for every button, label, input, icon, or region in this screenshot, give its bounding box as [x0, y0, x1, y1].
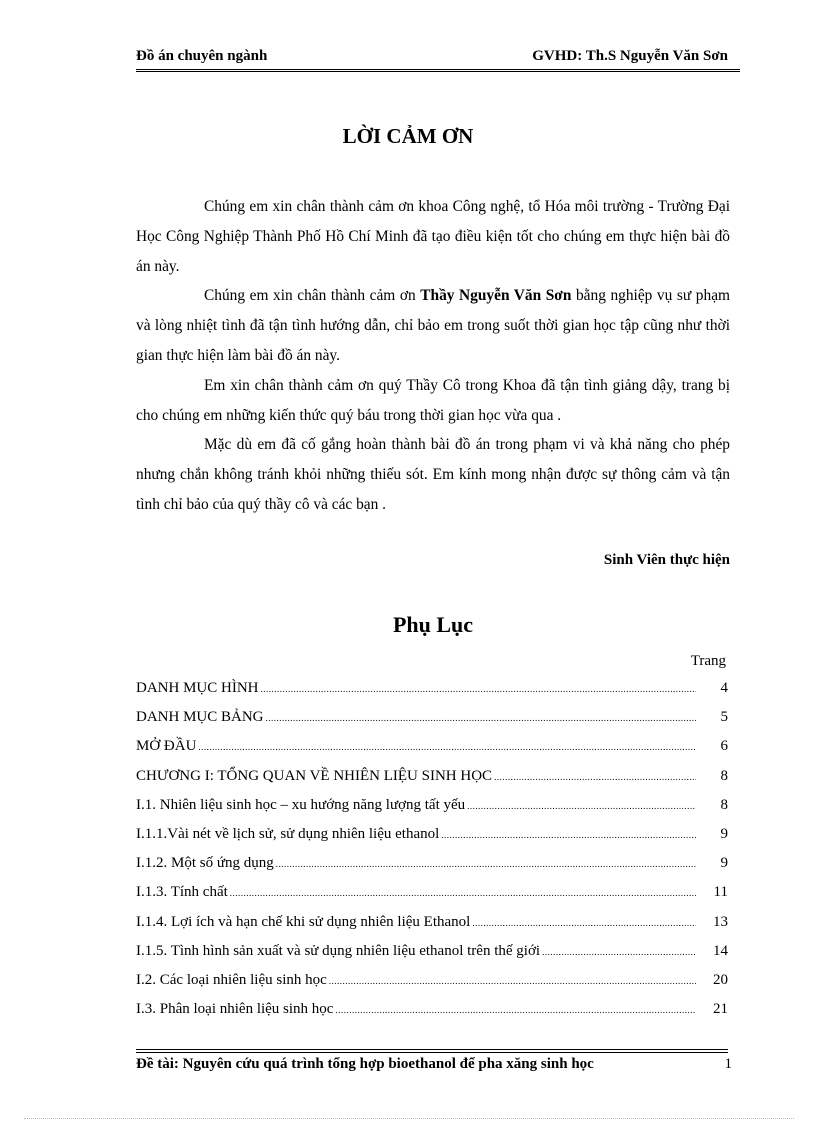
toc-entry-page: 20 [713, 971, 728, 988]
page-footer [136, 1056, 732, 1073]
toc-entry-page: 4 [720, 680, 728, 696]
toc-leader-dots [198, 742, 696, 752]
toc-entry-page: 11 [713, 884, 728, 901]
toc-leader-dots [266, 713, 696, 723]
toc-entry [136, 884, 728, 913]
toc-leader-dots [441, 830, 696, 840]
toc-entry-page: 8 [720, 767, 728, 784]
toc-entry-page: 5 [720, 709, 728, 726]
toc-entry-label: I.3. Phân loại nhiên liệu sinh học [136, 1001, 334, 1018]
footer-rule-2 [136, 1052, 728, 1053]
toc-leader-dots [472, 918, 696, 928]
acknowledgement-body [136, 192, 730, 520]
paragraph-2 [136, 281, 730, 370]
paragraph-2-teacher: Thầy Nguyễn Văn Sơn [420, 287, 572, 305]
toc-entry [136, 943, 728, 972]
toc-leader-dots [230, 888, 696, 898]
toc-entry-page: 21 [713, 1001, 728, 1018]
toc-entry-page: 6 [720, 738, 728, 755]
toc-leader-dots [276, 859, 696, 869]
toc-entry-page: 13 [713, 913, 728, 930]
header-course: Đồ án chuyên ngành [136, 48, 268, 64]
header-rule [136, 69, 740, 70]
header-rule-2 [136, 71, 740, 72]
page-edge-rule [24, 1118, 794, 1119]
toc-entry-label: I.1.5. Tình hình sản xuất và sử dụng nhiên liệu ethanol trên thế giới [136, 942, 541, 959]
toc-entry [136, 826, 728, 855]
toc-entry [136, 709, 728, 738]
signature: Sinh Viên thực hiện [603, 552, 730, 568]
toc-leader-dots [335, 1005, 696, 1015]
toc-entry [136, 855, 728, 884]
toc-leader-dots [261, 684, 697, 694]
toc-entry [136, 797, 728, 826]
footer-topic: Đề tài: Nguyên cứu quá trình tổng hợp bioethanol để pha xăng sinh học [136, 1056, 594, 1072]
paragraph-4: Mặc dù em đã cố gắng hoàn thành bài đồ án trong phạm vi và khả năng cho phép nhưng chắn không tránh khỏi những thiếu sót. Em kính mong nhận được sự thông cảm và tận tình chỉ bảo của quý thầy cô và các bạn . [136, 436, 730, 513]
paragraph-2-end: bằng nghiệp vụ sư phạm và lòng nhiệt tình đã tận tình hướng dẫn, chỉ bảo em trong suốt thời gian học tập cũng như thời gian thực hiện làm bài đồ án này. [136, 287, 731, 364]
footer-rule [136, 1049, 728, 1050]
page-title: LỜI CẢM ƠN [342, 124, 474, 148]
toc-entry-page: 14 [713, 942, 728, 959]
appendix-title: Phụ Lục [392, 612, 474, 637]
toc-entry-page: 9 [720, 855, 728, 872]
toc-entry [136, 768, 728, 797]
toc-entry [136, 680, 728, 709]
header-advisor: GVHD: Th.S Nguyễn Văn Sơn [532, 48, 728, 64]
toc-entry [136, 1001, 728, 1030]
page-number: 1 [724, 1056, 732, 1072]
toc-entry-label: I.1.2. Một số ứng dụng [136, 855, 274, 872]
toc-entry-page: 8 [720, 796, 728, 813]
toc-entry-label: DANH MỤC HÌNH [136, 680, 259, 696]
toc-entry-page: 9 [720, 825, 728, 842]
paragraph-3: Em xin chân thành cảm ơn quý Thầy Cô trong Khoa đã tận tình giảng dậy, trang bị cho chúng em những kiến thức quý báu trong thời gian học vừa qua . [136, 376, 730, 424]
paragraph-1: Chúng em xin chân thành cảm ơn khoa Công nghệ, tổ Hóa môi trường - Trường Đại Học Công Nghiệp Thành Phố Hồ Chí Minh đã tạo điều kiện tốt cho chúng em thực hiện bài đồ án này. [136, 198, 730, 275]
toc-leader-dots [467, 801, 696, 811]
paragraph-2-start: Chúng em xin chân thành cảm ơn [204, 287, 421, 305]
toc-entry [136, 914, 728, 943]
toc-leader-dots [494, 772, 696, 782]
toc-leader-dots [542, 947, 696, 957]
toc-entry-label: I.1.1.Vài nét về lịch sử, sử dụng nhiên liệu ethanol [136, 825, 440, 842]
page-header [136, 48, 740, 68]
toc-entry-label: I.1. Nhiên liệu sinh học – xu hướng năng lượng tất yếu [136, 796, 466, 813]
toc-entry-label: I.1.4. Lợi ích và hạn chế khi sử dụng nhiên liệu Ethanol [136, 913, 471, 930]
toc-page-heading: Trang [690, 653, 726, 669]
toc-entry-label: I.1.3. Tính chất [136, 884, 228, 901]
toc-leader-dots [329, 976, 696, 986]
toc-entry [136, 972, 728, 1001]
toc-entry-label: MỞ ĐẦU [136, 738, 197, 755]
table-of-contents [136, 680, 728, 1030]
toc-entry-label: I.2. Các loại nhiên liệu sinh học [136, 971, 327, 988]
toc-entry-label: DANH MỤC BẢNG [136, 709, 264, 726]
toc-entry-label: CHƯƠNG I: TỔNG QUAN VỀ NHIÊN LIỆU SINH HỌC [136, 767, 493, 784]
toc-entry [136, 738, 728, 767]
